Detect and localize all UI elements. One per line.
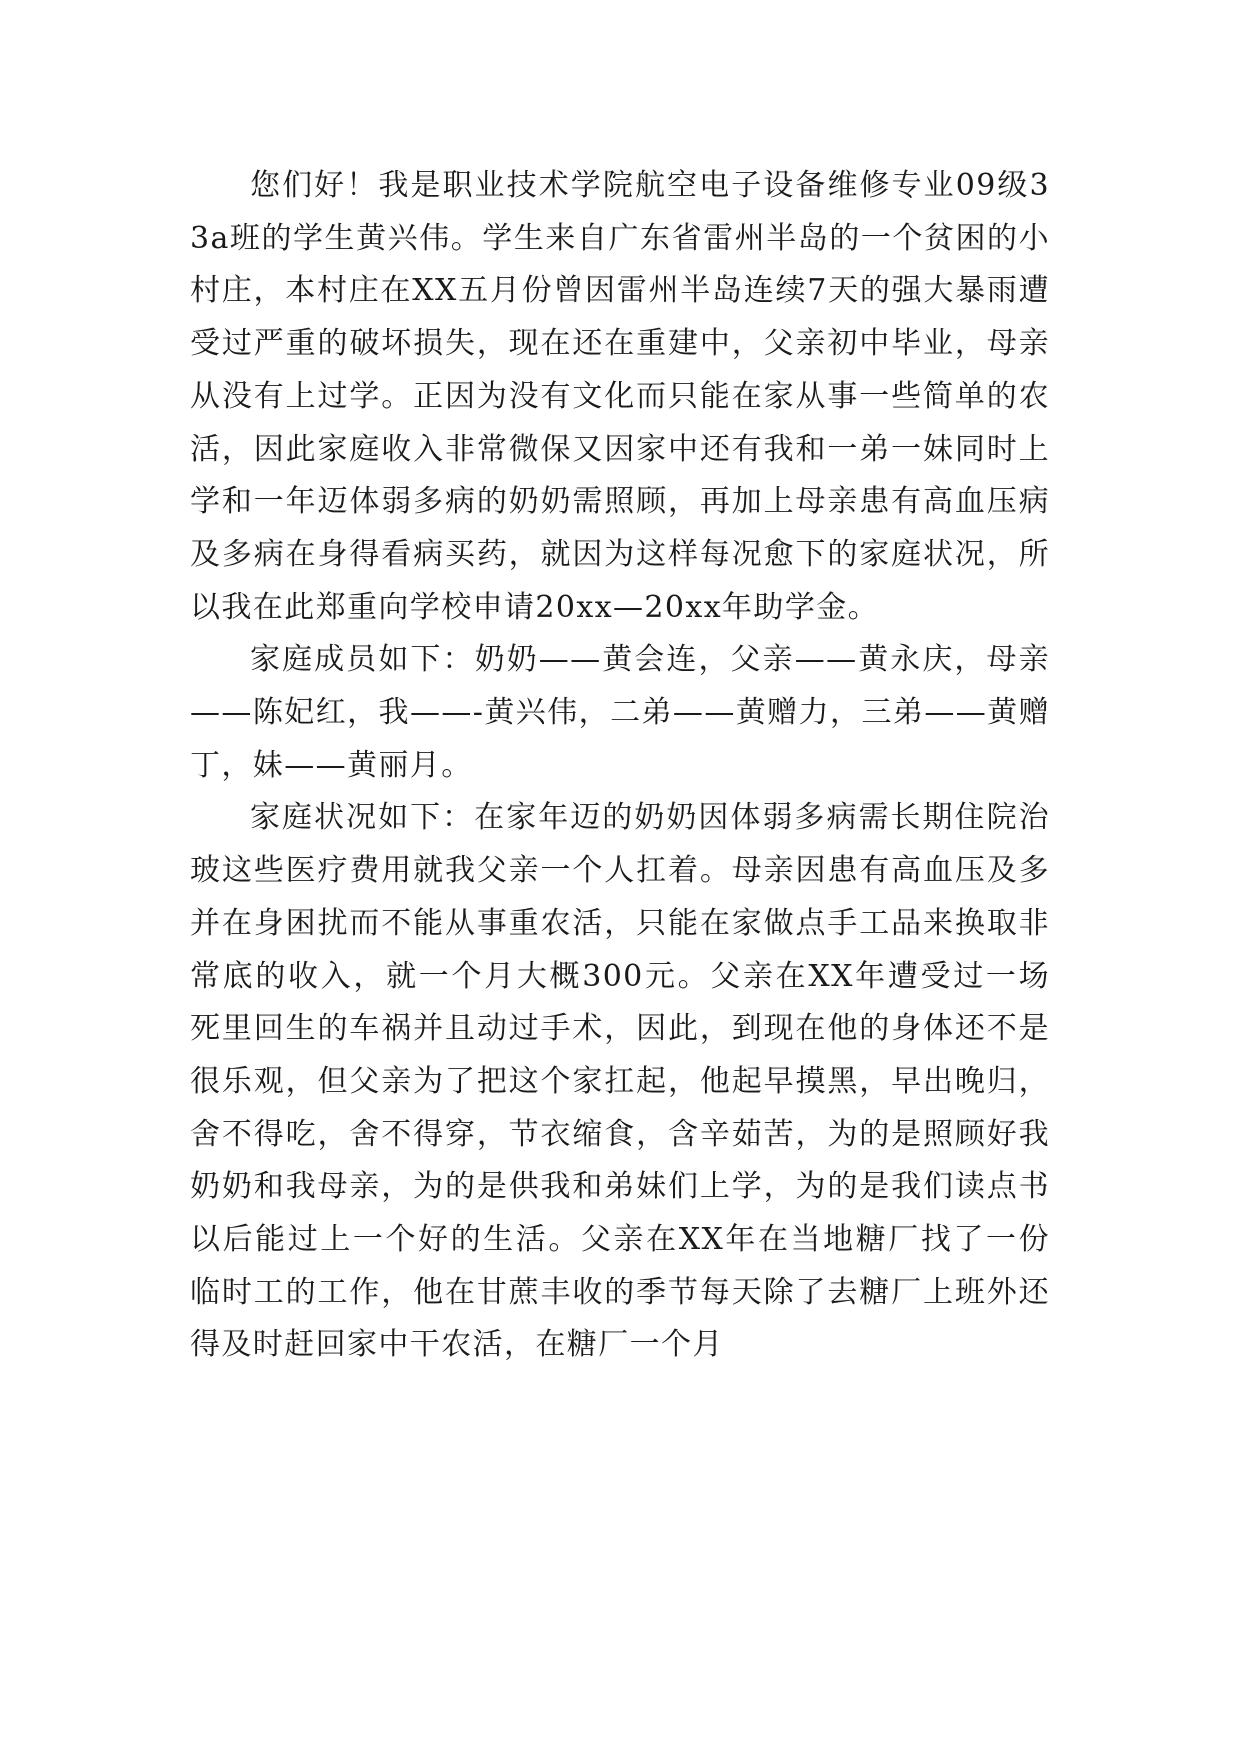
document-body (190, 160, 1050, 1372)
paragraph-family-situation: 家庭状况如下：在家年迈的奶奶因体弱多病需长期住院治玻这些医疗费用就我父亲一个人扛着。母亲因患有高血压及多并在身困扰而不能从事重农活，只能在家做点手工品来换取非常底的收入，就一个月大概300元。父亲在XX年遭受过一场死里回生的车祸并且动过手术，因此，到现在他的身体还不是很乐观，但父亲为了把这个家扛起，他起早摸黑，早出晚归，舍不得吃，舍不得穿，节衣缩食，含辛茹苦，为的是照顾好我奶奶和我母亲，为的是供我和弟妹们上学，为的是我们读点书以后能过上一个好的生活。父亲在XX年在当地糖厂找了一份临时工的工作，他在甘蔗丰收的季节每天除了去糖厂上班外还得及时赶回家中干农活，在糖厂一个月 (190, 800, 1050, 1363)
paragraph-family-members: 家庭成员如下：奶奶——黄会连，父亲——黄永庆，母亲——陈妃红，我——-黄兴伟，二弟——黄赠力，三弟——黄赠丁，妹——黄丽月。 (190, 642, 1050, 783)
paragraph-application-intro: 您们好！我是职业技术学院航空电子设备维修专业09级33a班的学生黄兴伟。学生来自广东省雷州半岛的一个贫困的小村庄，本村庄在XX五月份曾因雷州半岛连续7天的强大暴雨遭受过严重的破坏损失，现在还在重建中，父亲初中毕业，母亲从没有上过学。正因为没有文化而只能在家从事一些简单的农活，因此家庭收入非常微保又因家中还有我和一弟一妹同时上学和一年迈体弱多病的奶奶需照顾，再加上母亲患有高血压病及多病在身得看病买药，就因为这样每况愈下的家庭状况，所以我在此郑重向学校申请20xx—20xx年助学金。 (190, 168, 1050, 625)
